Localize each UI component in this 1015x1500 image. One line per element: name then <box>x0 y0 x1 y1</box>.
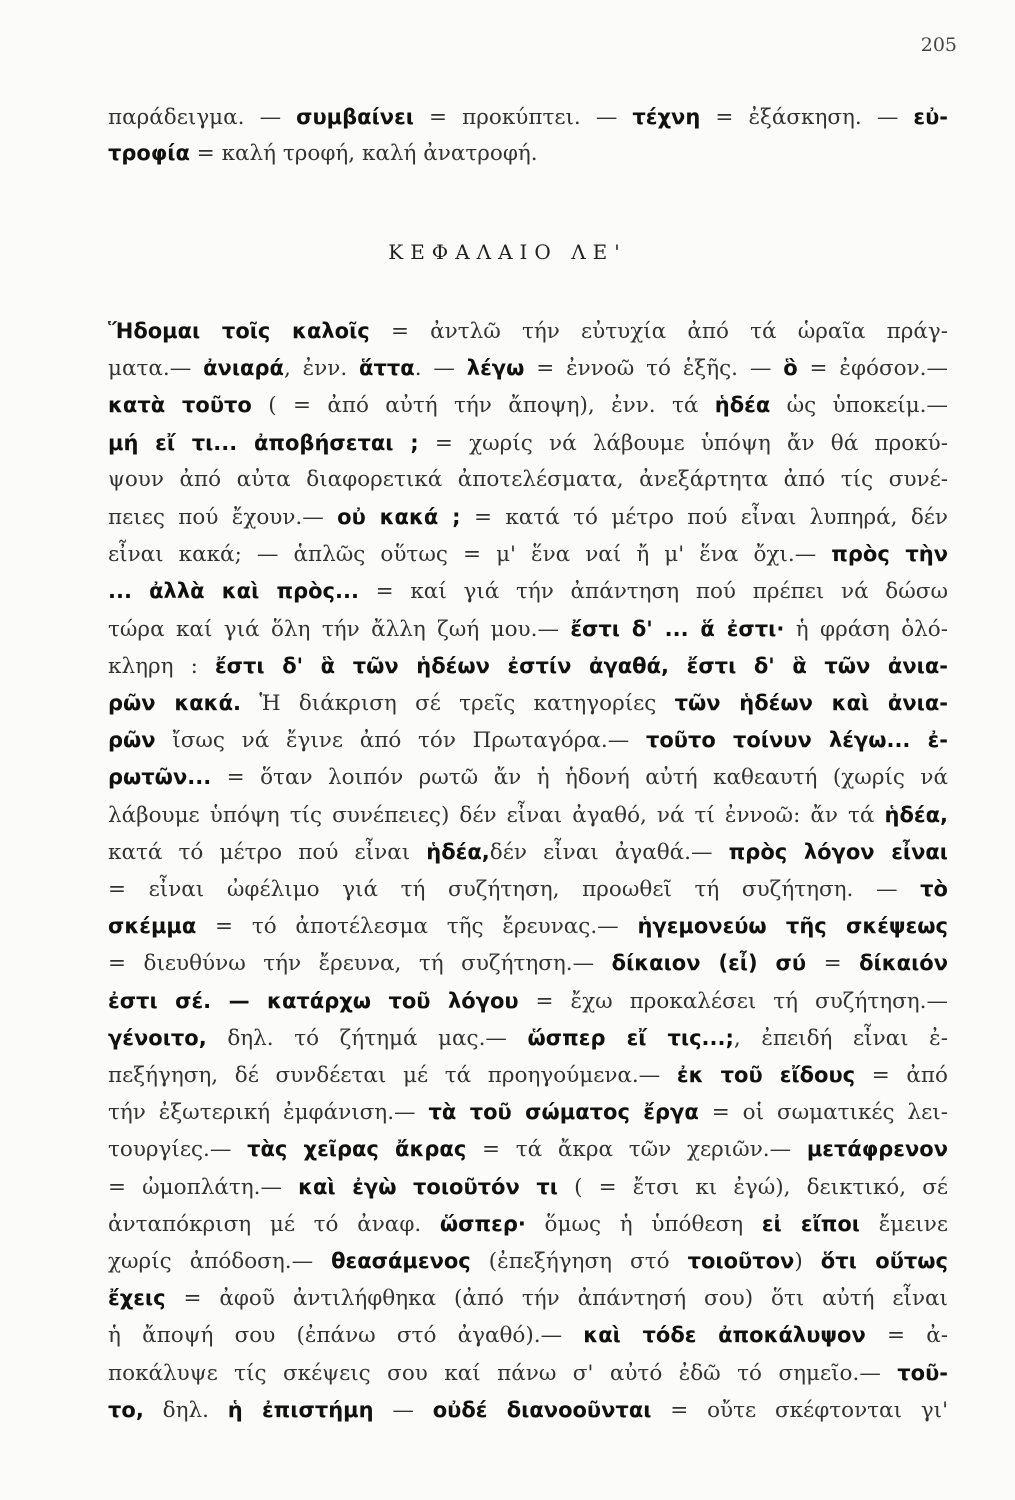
lemma-term: τοῦ- <box>897 1360 948 1385</box>
gloss-text: ὡς ὑποκείμ.— <box>770 393 948 419</box>
gloss-text: = οὔτε σκέφτονται γι' <box>651 1397 948 1423</box>
gloss-text: = χωρίς νά λάβουμε ὑπόψη ἄν θά προκύ- <box>418 430 948 456</box>
text-line <box>108 725 948 756</box>
gloss-text: ποκάλυψε τίς σκέψεις σου καί πάνω σ' αὐτό ἐδῶ τό σημεῖο.— <box>108 1360 898 1386</box>
text-line <box>108 428 948 459</box>
lemma-term: τέχνη <box>632 105 701 129</box>
text-line <box>108 1134 948 1165</box>
gloss-text: δέν εἶναι ἀγαθά.— <box>489 839 729 865</box>
text-line <box>108 1395 948 1426</box>
gloss-text: ἁπλῶς οὕτως <box>293 542 448 568</box>
gloss-text: παράδειγμα. — <box>108 105 297 130</box>
text-line <box>108 1320 948 1351</box>
gloss-text: = <box>806 951 860 977</box>
lemma-term: ἅττα <box>359 356 415 381</box>
gloss-text: (ἐπεξήγηση στό <box>470 1249 688 1274</box>
gloss-text: πειες πού ἔχουν.— <box>108 505 338 530</box>
gloss-text: ( = ἀπό αὐτή τήν ἄποψη), ἐνν. τά <box>251 393 715 419</box>
lemma-term: δίκαιόν <box>859 951 948 976</box>
text-line <box>108 911 948 942</box>
gloss-text: = ὠμοπλάτη.— <box>108 1174 299 1200</box>
text-line <box>108 762 948 793</box>
text-line <box>108 353 948 384</box>
lemma-term: ὅτι οὕτως <box>820 1249 948 1273</box>
gloss-text: Ἡ διάκριση σέ τρεῖς κατηγορίες <box>241 691 675 716</box>
lemma-term: δίκαιον (εἶ) σύ <box>611 951 807 976</box>
gloss-text: = εἶναι ὠφέλιμο γιά τή συζήτηση, προωθεῖ τή συζήτηση. — <box>108 877 921 902</box>
text-line <box>108 316 948 347</box>
lemma-term: εὐ- <box>913 105 948 129</box>
text-line <box>108 390 948 421</box>
gloss-text: κληρη : <box>108 653 215 679</box>
gloss-text: = ἀ- <box>865 1323 948 1349</box>
gloss-text: = τό ἀποτέλεσμα τῆς ἔρευνας.— <box>196 914 638 940</box>
text-line <box>108 1060 948 1091</box>
lemma-term: τοιοῦτον <box>687 1249 795 1273</box>
gloss-text: ἀνταπόκριση μέ τό ἀναφ. <box>108 1211 440 1237</box>
text-line <box>108 614 948 645</box>
text-line <box>108 1358 948 1389</box>
gloss-text: = καλή τροφή, καλή ἀνατροφή. <box>189 141 538 166</box>
gloss-text: ψουν ἀπό αὐτα διαφορετικά ἀποτελέσματα, ἀνεξάρτητα ἀπό τίς συνέ- <box>108 466 948 492</box>
gloss-text: ματα.— <box>108 356 204 382</box>
gloss-text: = ἐννοῶ τό ἑξῆς. — <box>524 356 784 382</box>
lemma-term: καὶ τόδε ἀποκάλυψον <box>583 1323 866 1348</box>
text-line <box>108 651 948 682</box>
lemma-term: τροφία <box>108 141 190 165</box>
lemma-term: οὐ κακά ; <box>337 505 461 529</box>
text-line <box>108 874 948 905</box>
lemma-term: μή εἴ τι... ἀποβήσεται ; <box>108 430 419 455</box>
text-line <box>108 576 948 607</box>
lemma-term: ἡγεμονεύω τῆς σκέψεως <box>637 914 948 939</box>
text-line <box>108 800 948 831</box>
gloss-text: = καί γιά τήν ἀπάντηση πού πρέπει νά δώσω <box>358 579 948 605</box>
text-line <box>108 465 948 495</box>
gloss-text: ( = ἔτσι κι ἐγώ), δεικτικό, σέ <box>557 1174 948 1200</box>
text-line <box>108 539 948 570</box>
lemma-term: καὶ ἐγὼ τοιοῦτόν τι <box>298 1174 558 1199</box>
lemma-term: τὸ <box>920 877 948 901</box>
lemma-term: οὐδέ διανοοῦνται <box>432 1397 652 1422</box>
gloss-text: ὅμως ἡ ὑπόθεση <box>525 1211 762 1237</box>
lemma-term: ἀνιαρά <box>203 356 284 381</box>
lemma-term: ἔχεις <box>108 1286 166 1311</box>
lemma-term: κατὰ τοῦτο <box>108 393 252 418</box>
gloss-text: — <box>373 1397 433 1423</box>
text-line <box>108 1246 948 1277</box>
lemma-term: ... ἀλλὰ καὶ πρὸς... <box>108 579 359 604</box>
gloss-text: = μ' ἕνα ναί ἤ μ' ἕνα ὄχι.— <box>447 542 832 568</box>
lemma-term: ρωτῶν... <box>108 765 212 790</box>
gloss-text: ἡ ἄποψή σου (ἐπάνω στό ἀγαθό).— <box>108 1323 584 1349</box>
gloss-text: δηλ. <box>143 1397 228 1423</box>
gloss-text: τώρα καί γιά ὅλη τήν ἄλλη ζωή μου.— <box>108 616 571 642</box>
gloss-text: = τά ἄκρα τῶν χεριῶν.— <box>466 1137 807 1163</box>
lemma-term: σκέμμα <box>108 914 197 939</box>
lemma-term: ἡδέα, <box>884 802 948 827</box>
lemma-term: ὃ <box>783 356 798 381</box>
lemma-term: ρῶν <box>108 728 156 753</box>
gloss-text: = ἔχω προκαλέσει τή συζήτηση.— <box>518 988 948 1014</box>
lemma-term: ὥσπερ· <box>439 1211 526 1236</box>
gloss-text: ἴσως νά ἔγινε ἀπό τόν Πρωταγόρα.— <box>155 728 646 754</box>
gloss-text: = ἀντλῶ τήν εὐτυχία ἀπό τά ὡραῖα πράγ- <box>369 319 948 344</box>
text-line <box>108 837 948 868</box>
lemma-term: τὰς χεῖρας ἄκρας <box>247 1137 467 1162</box>
gloss-text: δηλ. τό ζήτημά μας.— <box>206 1025 528 1051</box>
lemma-term: ἐστι σέ. — κατάρχω τοῦ λόγου <box>108 988 519 1013</box>
text-line <box>108 102 948 133</box>
lemma-term: ἔστι δ' ἃ τῶν ἡδέων ἐστίν ἀγαθά, ἔστι δ' ἃ τῶν ἀνια- <box>214 653 948 678</box>
lemma-term: τοῦτο τοίνυν λέγω... ἐ- <box>645 728 948 753</box>
lemma-term: Ἥδομαι τοῖς καλοῖς <box>108 319 370 343</box>
text-line <box>108 948 948 979</box>
gloss-text: = ἐφόσον.— <box>797 356 948 382</box>
gloss-text: κατά τό μέτρο πού εἶναι <box>108 839 427 865</box>
text-line <box>108 1209 948 1240</box>
text-line <box>108 1023 948 1054</box>
lemma-term: ἡδέα <box>714 393 771 418</box>
gloss-text: = ἐξάσκηση. — <box>700 105 914 130</box>
lemma-term: ὥσπερ εἴ τις...; <box>527 1025 734 1050</box>
gloss-text: , ἐπειδή εἶναι ἐ- <box>733 1025 948 1051</box>
lemma-term: ἡδέα, <box>426 839 490 864</box>
text-line <box>108 1283 948 1314</box>
gloss-text: . — <box>414 356 467 382</box>
gloss-text: = ὅταν λοιπόν ρωτῶ ἄν ἡ ἡδονή αὐτή καθεαυτή (χωρίς νά <box>211 765 948 791</box>
gloss-text: εἶναι κακά; — <box>108 542 294 568</box>
lemma-term: ἔστι δ' ... ἅ ἐστι· <box>570 616 785 641</box>
gloss-text: τήν ἐξωτερική ἐμφάνιση.— <box>108 1100 429 1126</box>
lemma-term: τὰ τοῦ σώματος ἔργα <box>428 1100 699 1125</box>
gloss-text: ἔμεινε <box>860 1211 948 1237</box>
chapter-heading: ΚΕΦΑΛΑΙΟ ΛΕ' <box>388 240 627 264</box>
text-line <box>108 986 948 1017</box>
gloss-text: = προκύπτει. — <box>413 105 633 130</box>
lemma-term: λέγω <box>466 356 525 381</box>
text-line <box>108 138 948 169</box>
lemma-term: πρὸς λόγον εἶναι <box>728 839 948 864</box>
text-line <box>108 1172 948 1203</box>
gloss-text: , ἐνν. <box>283 356 360 382</box>
lemma-term: πρὸς τὴν <box>831 542 948 567</box>
gloss-text: = ἀφοῦ ἀντιλήφθηκα (ἀπό τήν ἀπάντησή σου) ὅτι αὐτή εἶναι <box>165 1286 948 1312</box>
gloss-text: = οἱ σωματικές λει- <box>698 1100 948 1126</box>
gloss-text: = κατά τό μέτρο πού εἶναι λυπηρά, δέν <box>460 505 948 530</box>
gloss-text: χωρίς ἀπόδοση.— <box>108 1249 332 1274</box>
lemma-term: το, <box>108 1397 144 1422</box>
lemma-term: ἐκ τοῦ εἴδους <box>676 1063 856 1087</box>
gloss-text: τουργίες.— <box>108 1137 248 1163</box>
gloss-text: λάβουμε ὑπόψη τίς συνέπειες) δέν εἶναι ἀγαθό, νά τί ἐννοῶ: ἄν τά <box>108 802 885 828</box>
lemma-term: θεασάμενος <box>331 1249 471 1273</box>
text-line <box>108 688 948 719</box>
lemma-term: εἰ εἴποι <box>761 1211 860 1236</box>
text-line <box>108 1097 948 1128</box>
gloss-text: = ἀπό <box>855 1063 948 1088</box>
text-line <box>108 502 948 533</box>
gloss-text: ἡ φράση ὁλό- <box>784 616 948 642</box>
lemma-term: συμβαίνει <box>296 105 414 129</box>
lemma-term: ἡ ἐπιστήμη <box>227 1397 374 1422</box>
page-number: 205 <box>920 34 957 56</box>
lemma-term: ρῶν κακά. <box>108 691 241 715</box>
lemma-term: μετάφρενον <box>806 1137 948 1162</box>
lemma-term: γένοιτο, <box>108 1025 207 1050</box>
lemma-term: τῶν ἡδέων καὶ ἀνια- <box>674 691 948 715</box>
gloss-text: ) <box>794 1249 821 1274</box>
gloss-text: = διευθύνω τήν ἔρευνα, τή συζήτηση.— <box>108 951 612 977</box>
gloss-text: πεξήγηση, δέ συνδέεται μέ τά προηγούμενα.— <box>108 1063 677 1088</box>
